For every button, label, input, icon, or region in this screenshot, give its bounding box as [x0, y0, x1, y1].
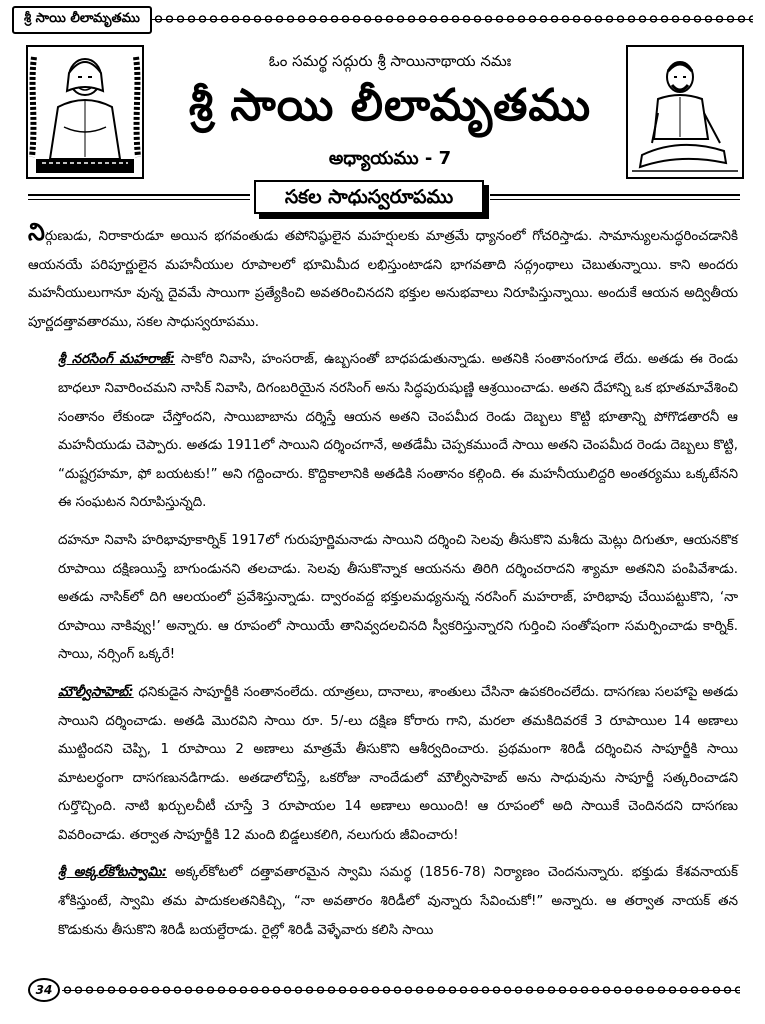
paragraph-karnik — [28, 527, 738, 670]
author-portrait-illustration — [628, 47, 742, 177]
page-number: 34 — [28, 978, 60, 1002]
sai-baba-portrait — [26, 45, 144, 179]
section-rule-left-thin — [28, 199, 250, 200]
subhead-narasing: శ్రీ నరసింగ్ మహరాజ్: — [58, 352, 176, 368]
page-footer — [28, 978, 740, 1008]
subhead-maulvi: మౌల్వీసాహెబ్: — [58, 684, 134, 700]
chain-border-bottom — [62, 985, 740, 995]
sai-baba-portrait-illustration — [28, 47, 142, 177]
chapter-label: అధ్యాయము - 7 — [328, 148, 452, 169]
paragraph-maulvi-text: ధనికుడైన సాపూర్జీకి సంతానంలేదు. యాత్రలు, దానాలు, శాంతులు చేసినా ఉపకరించలేదు. దాసగణు సలహాపై అతడు సాయిని దర్శించాడు. అతడి మొరవిని సాయి రూ. 5/-లు దక్షిణ కోరారు గాని, మరలా తమకిదివరకే 3 రూపాయిల 14 అణాలు ముట్టిందని చెప్పి, 1 రూపాయి 2 అణాలు మాత్రమే తీసుకొని ఆశీర్వదించారు. ప్రథమంగా శిరిడీ దర్శించిన సాపూర్జీకి సాయి మాటలర్థంగా దాసగణునడిగాడు. అతడాలోచిస్తే, ఒకరోజు నాందేడులో మౌల్వీసాహెబ్ అను సాధువును సాపూర్జీ సత్కరించాడని గుర్తొచ్చింది. నాటి ఖర్చులచీటీ చూస్తే 3 రూపాయల 14 అణాలు అయింది! ఆ రూపంలో అది సాయికే చెందినదని దాసగణు వివరించాడు. తర్వాత సాపూర్జీకి 12 మంది బిడ్డలుకలిగి, నలుగురు జీవించారు! — [58, 684, 738, 843]
paragraph-intro-text: ర్గుణుడు, నిరాకారుడూ అయిన భగవంతుడు తపోనిష్ఠులైన మహర్షులకు మాత్రమే ధ్యానంలో గోచరిస్తాడు. సామాన్యులనుద్ధరించడానికి ఆయనయే పరిపూర్ణులైన మహనీయుల రూపాలలో భూమిమీద లభిస్తుంటాడని భాగవతాది సద్గ్రంథాలు చెబుతున్నాయి. కాని అందరు మహనీయులుగానూ వున్న దైవమే సాయిగా ప్రత్యేకించి అవతరించినదని భక్తుల అనుభవాలు నిరూపిస్తున్నాయి. అందుకే ఆయన అద్వితీయ పూర్ణదత్తావతారము, సకల సాధుస్వరూపము. — [28, 229, 738, 330]
running-header-title: శ్రీ సాయి లీలామృతము — [12, 6, 152, 34]
paragraph-karnik-text: దహనూ నివాసి హరిభావూకార్నిక్ 1917లో గురుపూర్ణిమనాడు సాయిని దర్శించి సెలవు తీసుకొని మశీదు మెట్లు దిగుతూ, ఆయనకొక రూపాయి దక్షిణయిస్తే బాగుండునని తలచాడు. సెలవు తీసుకొన్నాక ఆయనను తిరిగి దర్శించరాదని శ్యామా అతనిని పంపివేశాడు. అతడు నాసిక్‌లో దిగి ఆలయంలో ప్రవేశిస్తున్నాడు. ద్వారంవద్ద భక్తులమధ్యనున్న నరసింగ్ మహరాజ్, హరిభావు చేయిపట్టుకొని, ‘నా రూపాయి నాకివ్వు!’ అన్నారు. ఆ రూపంలో సాయియే తానివ్వదలచినది స్వీకరిస్తున్నారని గుర్తించి సంతోషంగా సమర్పించాడు కార్నిక్. సాయి, నర్సింగ్ ఒక్కరే! — [58, 532, 738, 663]
running-header — [12, 6, 753, 32]
section-title: సకల సాధుస్వరూపము — [254, 180, 484, 214]
paragraph-narasing — [28, 346, 738, 518]
author-portrait — [626, 45, 744, 179]
invocation-line: ఓం సమర్థ సద్గురు శ్రీ సాయినాథాయ నమః — [268, 52, 512, 70]
article-body — [28, 218, 738, 945]
paragraph-narasing-text: సాకోరి నివాసి, హంసరాజ్, ఉబ్బసంతో బాధపడుతున్నాడు. అతనికి సంతానంగూడ లేదు. అతడు ఈ రెండు బాధలూ నివారించమని నాసిక్ నివాసి, దిగంబరియైన నరసింగ్ అను సిద్ధపురుషుణ్ణి ఆశ్రయించాడు. అతని దేహాన్ని ఒక భూతమావేశించి సంతానం లేకుండా చేస్తోందని, సాయిబాబాను దర్శిస్తే ఆయన అతని చెంపమీద రెండు దెబ్బలు కొట్టి భూతాన్ని పోగొడతారనీ ఆ మహనీయుడు చెప్పారు. అతడు 1911లో సాయిని దర్శించగానే, అతడేమీ చెప్పకముందే సాయి అతని చెంపమీద రెండు దెబ్బలు కొట్టి, “దుష్టగ్రహమా, ఫో బయటకు!” అని గద్దించారు. కొద్దికాలానికి అతడికి సంతానం కల్గింది. ఈ మహనీయులిద్దరి అంతర్యము ఒక్కటేనని ఈ సంఘటన నిరూపిస్తున్నది. — [58, 352, 738, 511]
book-title: శ్రీ సాయి లీలామృతము — [188, 80, 592, 131]
section-rule-right-thin — [490, 199, 740, 200]
section-rule-right — [490, 194, 740, 196]
subhead-akkalkot: శ్రీ అక్కల్‌కోటస్వామి: — [58, 865, 167, 881]
paragraph-akkalkot — [28, 859, 738, 945]
portrait-left-rule — [28, 178, 140, 179]
paragraph-intro — [28, 218, 738, 337]
paragraph-akkalkot-text: అక్కల్‌కోటలో దత్తావతారమైన స్వామి సమర్థ (1856-78) నిర్యాణం చెందనున్నారు. భక్తుడు కేశవనాయక్ శోకిస్తుంటే, స్వామి తమ పాదుకలతనికిచ్చి, “నా అవతారం శిరిడీలో వున్నారు సేవించుకో!” అన్నారు. ఆ తర్వాత నాయక్ తన కొడుకును తీసుకొని శిరిడీ బయల్దేరాడు. రైల్లో శిరిడీ వెళ్ళేవారు కలిసి సాయి — [58, 865, 738, 938]
chain-border-top — [142, 14, 753, 24]
drop-cap: ని — [28, 218, 45, 246]
section-rule-left — [28, 194, 250, 196]
paragraph-maulvi — [28, 679, 738, 851]
portrait-right-rule — [626, 178, 740, 179]
